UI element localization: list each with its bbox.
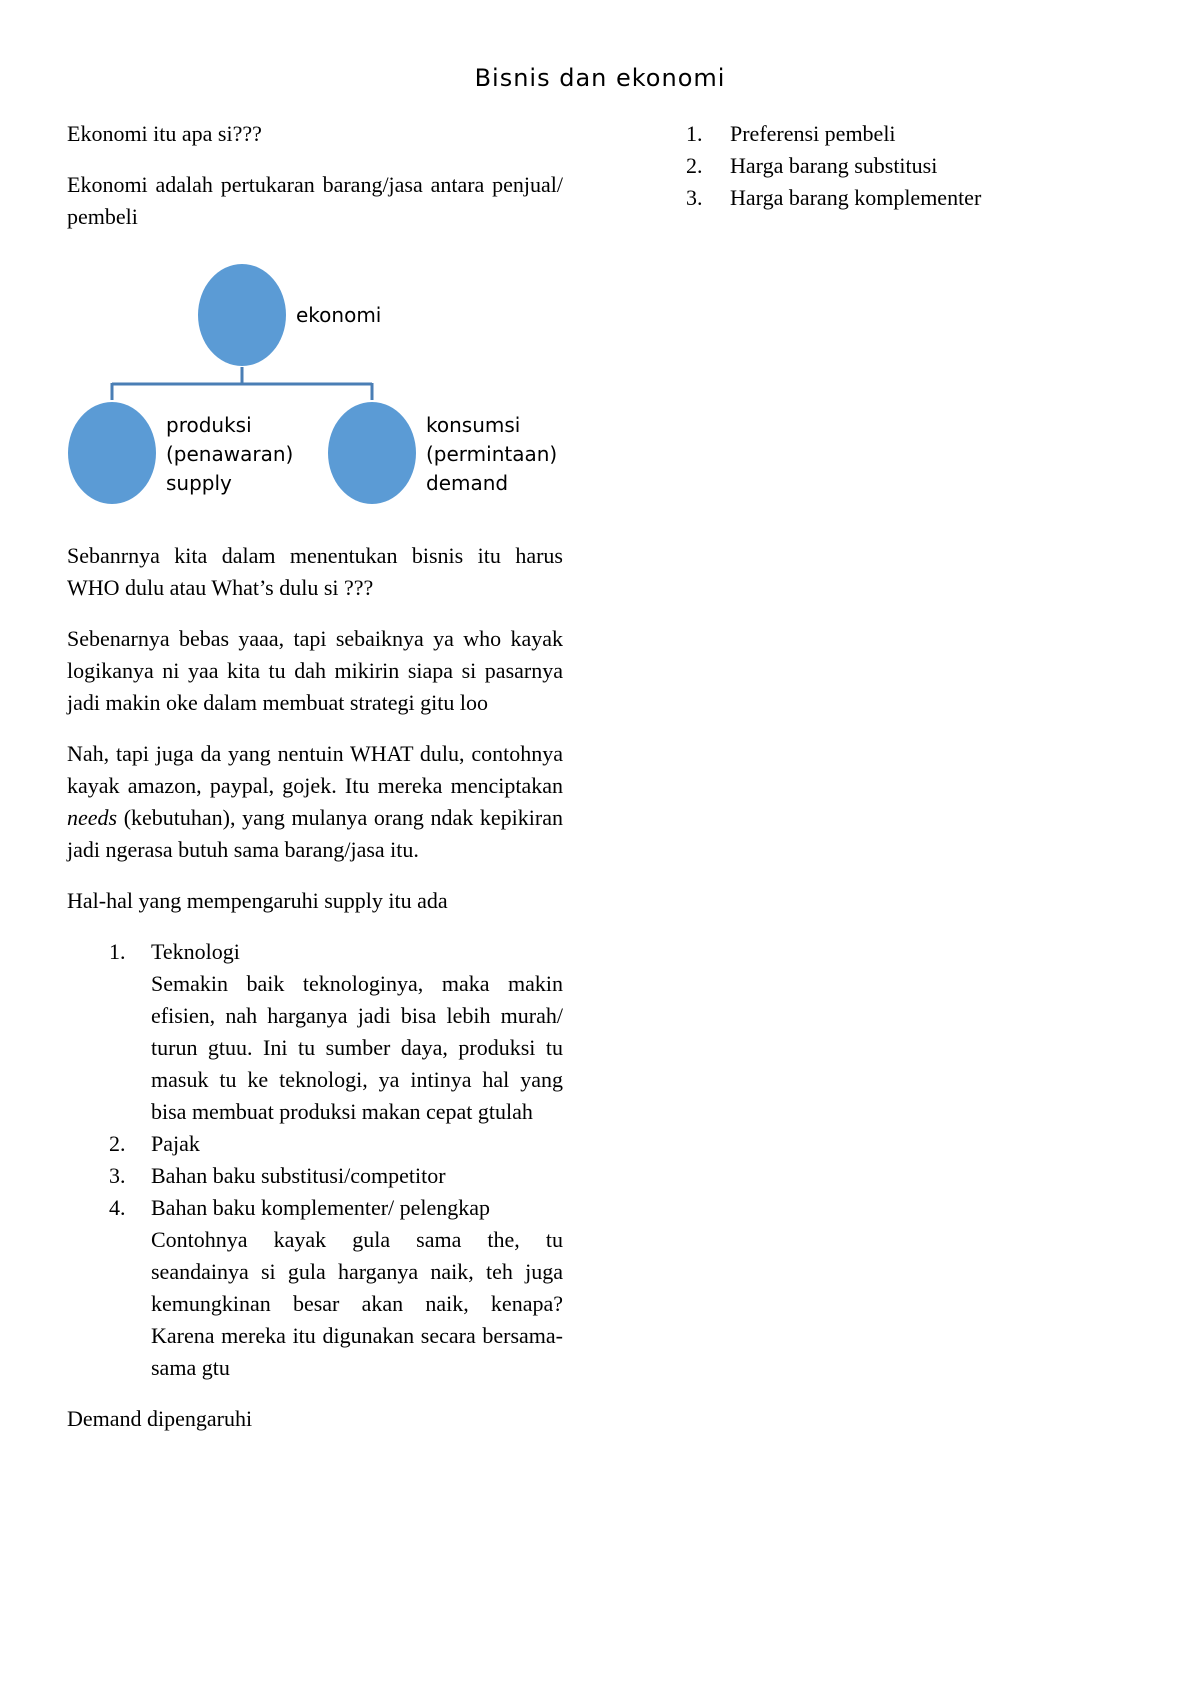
list-number: 2. [109,1131,126,1156]
definition-paragraph: Ekonomi adalah pertukaran barang/jasa antara penjual/ pembeli [67,172,563,229]
list-item-label: Harga barang komplementer [730,185,982,210]
what-first-text-a: Nah, tapi juga da yang nentuin WHAT dulu, contohnya kayak amazon, paypal, gojek. Itu mereka menciptakan [67,741,563,798]
list-item [686,182,1146,214]
node-konsumsi [328,402,416,504]
label-produksi-line1: produksi [166,413,252,437]
list-item-label: Teknologi [151,939,240,964]
supply-factor-list [67,936,563,1384]
list-item-label: Preferensi pembeli [730,121,896,146]
list-number: 1. [109,939,126,964]
document-title: Bisnis dan ekonomi [474,64,726,92]
list-item [686,150,1146,182]
list-item [67,1160,563,1192]
list-item-detail: Contohnya kayak gula sama the, tu seandainya si gula harganya naik, teh juga kemungkinan besar akan naik, kenapa? Karena mereka itu digunakan secara bersama-sama gtu [151,1227,563,1380]
what-first-text-b: (kebutuhan), yang mulanya orang ndak kepikiran jadi ngerasa butuh sama barang/jasa itu. [67,805,563,862]
demand-intro: Demand dipengaruhi [67,1406,253,1431]
node-produksi [68,402,156,504]
list-item-label: Bahan baku komplementer/ pelengkap [151,1195,491,1220]
who-what-paragraph: Sebanrnya kita dalam menentukan bisnis itu harus WHO dulu atau What’s dulu si ??? [67,543,563,600]
list-item [67,1192,563,1384]
list-item [686,118,1146,150]
economy-diagram [67,263,563,518]
list-number: 3. [686,185,703,210]
supply-intro: Hal-hal yang mempengaruhi supply itu ada [67,888,448,913]
list-number: 4. [109,1195,126,1220]
label-konsumsi-line2: (permintaan) [426,442,558,466]
demand-factor-list [686,118,1146,214]
label-produksi [166,411,293,498]
right-column [686,118,1146,233]
needs-emphasis: needs [67,805,118,830]
list-number: 2. [686,153,703,178]
bebas-paragraph: Sebenarnya bebas yaaa, tapi sebaiknya ya who kayak logikanya ni yaa kita tu dah mikirin siapa si pasarnya jadi makin oke dalam membuat strategi gitu loo [67,626,563,715]
list-item-label: Harga barang substitusi [730,153,938,178]
label-konsumsi [426,411,557,498]
label-konsumsi-line1: konsumsi [426,413,521,437]
what-first-paragraph [67,738,563,866]
left-column [67,118,563,1454]
question-paragraph: Ekonomi itu apa si??? [67,121,262,146]
label-produksi-line2: (penawaran) [166,442,294,466]
list-number: 1. [686,121,703,146]
list-item [67,1128,563,1160]
label-produksi-line3: supply [166,471,232,495]
diagram-connectors [112,367,372,400]
label-ekonomi: ekonomi [296,303,382,327]
list-number: 3. [109,1163,126,1188]
list-item-label: Pajak [151,1131,200,1156]
list-item-label: Bahan baku substitusi/competitor [151,1163,446,1188]
list-item [67,936,563,1128]
node-ekonomi [198,264,286,366]
label-konsumsi-line3: demand [426,471,509,495]
list-item-detail: Semakin baik teknologinya, maka makin efisien, nah harganya jadi bisa lebih murah/ turun gtuu. Ini tu sumber daya, produksi tu masuk tu ke teknologi, ya intinya hal yang bisa membuat produksi makan cepat gtulah [151,971,563,1124]
